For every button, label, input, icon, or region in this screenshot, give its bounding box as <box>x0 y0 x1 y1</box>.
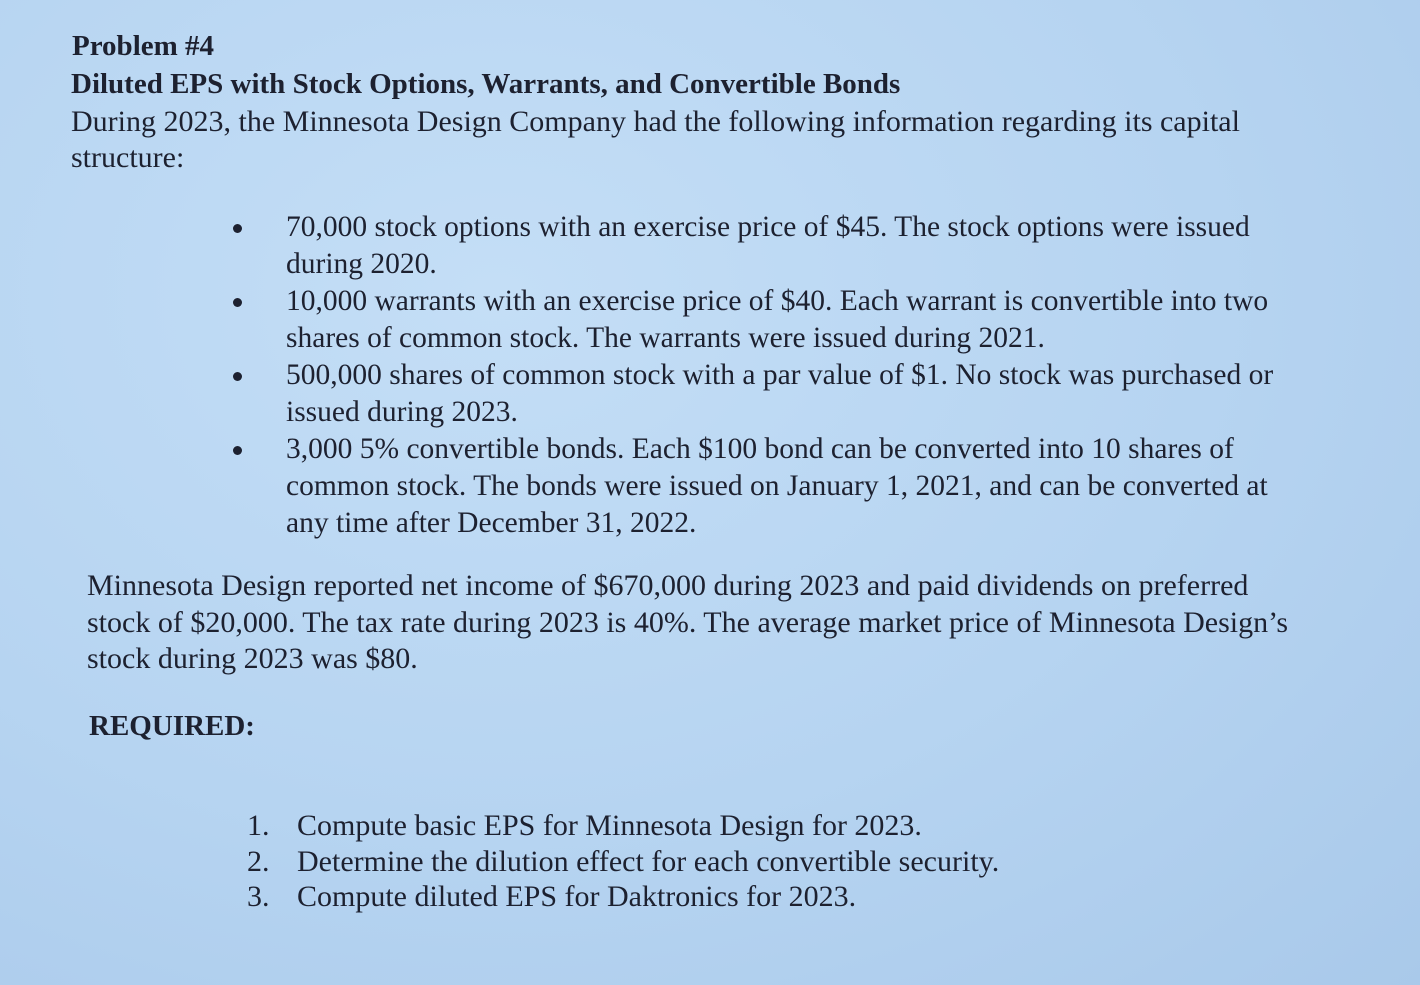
required-item <box>0 844 1197 880</box>
required-item <box>0 879 1197 915</box>
list-item-text: 70,000 stock options with an exercise price of $45. The stock options were issued during 2020. <box>286 211 1250 280</box>
required-item-text: Determine the dilution effect for each convertible security. <box>297 844 1000 878</box>
list-item <box>0 209 1316 283</box>
capital-structure-list <box>0 209 1316 542</box>
required-item <box>0 808 1197 844</box>
required-item-number: 3. <box>247 880 270 913</box>
required-list <box>0 808 1197 915</box>
list-item-text: 3,000 5% convertible bonds. Each $100 bond can be converted into 10 shares of common stock. The bonds were issued on January 1, 2021, and can be converted at any time after December 31, 2022. <box>286 433 1268 539</box>
list-item <box>0 283 1316 357</box>
list-item <box>0 357 1316 431</box>
intro-paragraph: During 2023, the Minnesota Design Company had the following information regarding its capital structure: <box>71 105 1240 174</box>
bullet-icon <box>233 372 242 381</box>
required-item-text: Compute basic EPS for Minnesota Design for 2023. <box>297 809 922 842</box>
problem-title: Diluted EPS with Stock Options, Warrants, and Convertible Bonds <box>71 68 901 100</box>
list-item-text: 500,000 shares of common stock with a par value of $1. No stock was purchased or issued during 2023. <box>286 359 1274 428</box>
list-item <box>0 431 1316 542</box>
bullet-icon <box>233 446 242 455</box>
required-item-number: 2. <box>247 844 270 878</box>
problem-label: Problem #4 <box>72 30 215 62</box>
required-item-text: Compute diluted EPS for Daktronics for 2023. <box>297 880 857 913</box>
summary-paragraph: Minnesota Design reported net income of $670,000 during 2023 and paid dividends on preferred stock of $20,000. The tax rate during 2023 is 40%. The average market price of Minnesota Design’s stock during 2023 was $80. <box>87 569 1289 675</box>
required-item-number: 1. <box>247 809 270 842</box>
bullet-icon <box>233 224 242 233</box>
bullet-icon <box>233 298 242 307</box>
required-heading: REQUIRED: <box>89 710 255 742</box>
list-item-text: 10,000 warrants with an exercise price of $40. Each warrant is convertible into two shares of common stock. The warrants were issued during 2021. <box>286 285 1269 354</box>
